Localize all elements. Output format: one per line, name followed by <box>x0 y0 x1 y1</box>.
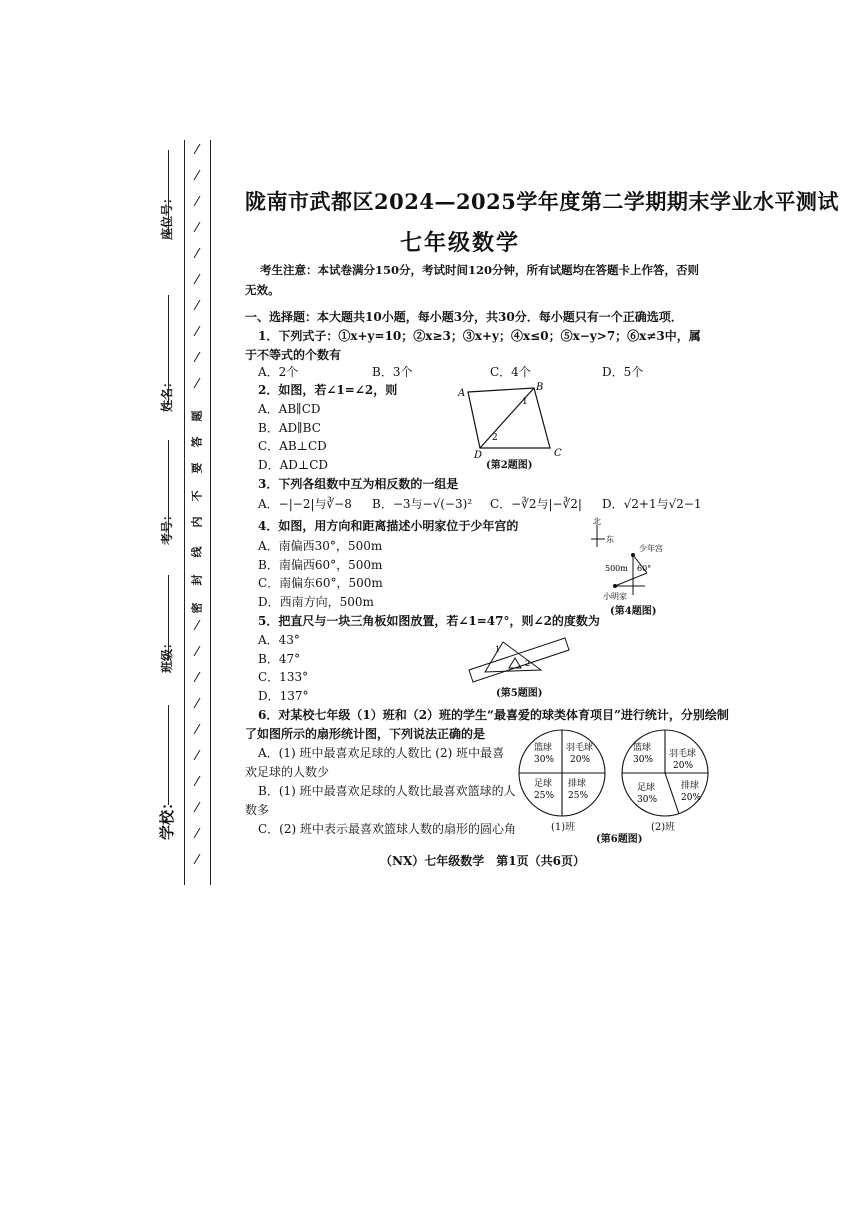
exam-subtitle: 七年级数学 <box>400 230 521 256</box>
name-blank <box>168 295 169 405</box>
page-footer: （NX）七年级数学 第1页（共6页） <box>380 854 585 868</box>
q3-option-a: A．−|−2|与∛−8 <box>258 497 352 511</box>
q1-option-d: D．5个 <box>602 365 644 379</box>
q6-pie-class2 <box>615 728 715 818</box>
seat-blank <box>168 150 169 235</box>
class-blank <box>168 575 169 660</box>
pie1-label: (1)班 <box>551 822 576 833</box>
pie1-slice4-pct: 25% <box>568 791 589 801</box>
pie2-slice1-pct: 30% <box>633 755 654 765</box>
pie2-slice4-name: 排球 <box>681 781 700 791</box>
seal-char-6: 要 <box>190 462 204 474</box>
exam-notice: 考生注意：本试卷满分150分，考试时间120分钟，所有试题均在答题卡上作答，否则 <box>260 263 700 277</box>
q6-option-c: C．(2) 班中表示最喜欢篮球人数的扇形的圆心角 <box>258 822 516 836</box>
pie1-slice3-name: 足球 <box>534 779 553 789</box>
seat-label: 座位号： <box>160 191 174 240</box>
q4-caption: (第4题图) <box>610 606 657 617</box>
seal-char-8: 题 <box>190 410 204 422</box>
q2-angle-1: 1 <box>522 397 528 407</box>
school-label: 学校： <box>158 794 176 840</box>
pie1-slice1-name: 篮球 <box>534 743 553 753</box>
exam-number-label: 考号： <box>160 508 174 545</box>
q4-option-d: D．西南方向，500m <box>258 595 374 609</box>
q2-quadrilateral <box>468 388 550 448</box>
q1-stem-cont: 于不等式的个数有 <box>245 348 342 362</box>
seal-char-5: 不 <box>190 490 204 502</box>
q6-stem: 6．对某校七年级（1）班和（2）班的学生“最喜爱的球类体育项目”进行统计，分别绘制 <box>258 708 729 722</box>
q2-label-c: C <box>554 448 562 459</box>
q4-option-a: A．南偏西30°，500m <box>258 539 383 553</box>
q5-option-d: D．137° <box>258 689 309 703</box>
q4-label-distance: 500m <box>605 564 628 573</box>
q4-label-palace: 少年宫 <box>639 544 663 553</box>
q4-stem: 4．如图，用方向和距离描述小明家位于少年宫的 <box>258 519 519 533</box>
school-blank <box>168 705 169 805</box>
q6-option-a: A．(1) 班中最喜欢足球的人数比 (2) 班中最喜 <box>258 746 505 760</box>
q2-angle-2: 2 <box>492 433 498 443</box>
seal-char-2: 封 <box>190 574 204 586</box>
q4-option-c: C．南偏东60°，500m <box>258 576 383 590</box>
q3-option-b: B．−3与−√(−3)² <box>372 497 473 511</box>
q4-home-point <box>613 584 617 588</box>
exam-number-blank <box>168 440 169 535</box>
seal-char-7: 答 <box>190 436 204 448</box>
pie1-slice3-pct: 25% <box>534 791 555 801</box>
q2-option-a: A．AB∥CD <box>258 402 321 416</box>
q6-option-b: B．(1) 班中最喜欢足球的人数比最喜欢篮球的人 <box>258 784 516 798</box>
q5-figure <box>465 628 575 686</box>
q4-segment <box>615 573 647 586</box>
q5-caption: (第5题图) <box>496 688 543 699</box>
seal-char-3: 线 <box>190 546 204 558</box>
q5-option-a: A．43° <box>258 633 300 647</box>
pie2-slice3-pct: 30% <box>637 795 658 805</box>
q2-option-c: C．AB⊥CD <box>258 439 327 453</box>
q1-stem: 1．下列式子：①x+y=10；②x≥3；③x+y；④x≤0；⑤x−y>7；⑥x≠3中，属 <box>258 329 701 343</box>
exam-notice-cont: 无效。 <box>245 283 280 297</box>
q3-option-c: C．−∛2与|−∛2| <box>490 497 582 511</box>
class-label: 班级： <box>160 636 174 673</box>
q3-option-d: D．√2+1与√2−1 <box>602 497 702 511</box>
q4-option-b: B．南偏西60°，500m <box>258 558 383 572</box>
q4-label-north: 北 <box>593 517 601 526</box>
pie2-slice2-name: 羽毛球 <box>669 749 697 759</box>
pie2-label: (2)班 <box>651 822 676 833</box>
q2-label-b: B <box>536 382 544 393</box>
binding-line-inner <box>210 140 211 885</box>
q5-option-c: C．133° <box>258 670 309 684</box>
pie1-slice2-name: 羽毛球 <box>566 743 594 753</box>
pie2-slice1-name: 篮球 <box>633 743 652 753</box>
q5-stem: 5．把直尺与一块三角板如图放置，若∠1=47°，则∠2的度数为 <box>258 614 600 628</box>
name-label: 姓名： <box>160 375 174 412</box>
pie2-divider-bottom <box>665 773 679 814</box>
q3-stem: 3．下列各组数中互为相反数的一组是 <box>258 477 459 491</box>
binding-slashes <box>186 140 210 885</box>
seal-char-4: 内 <box>190 516 204 528</box>
q2-label-d: D <box>474 450 483 461</box>
q1-option-b: B．3个 <box>372 365 413 379</box>
q2-option-b: B．AD∥BC <box>258 421 321 435</box>
q4-figure <box>585 515 705 605</box>
q4-label-east: 东 <box>606 535 614 544</box>
q1-option-a: A．2个 <box>258 365 299 379</box>
q4-palace-point <box>631 553 635 557</box>
q6-pie-class1 <box>512 728 612 818</box>
q6-caption: (第6题图) <box>596 834 643 845</box>
pie1-slice4-name: 排球 <box>568 779 587 789</box>
q5-angle-1: 1 <box>495 645 501 654</box>
q6-option-a-cont: 欢足球的人数少 <box>245 765 330 779</box>
q6-stem-cont: 了如图所示的扇形统计图，下列说法正确的是 <box>245 727 486 741</box>
seal-char-1: 密 <box>190 602 204 614</box>
section-heading: 一、选择题：本大题共10小题，每小题3分，共30分．每小题只有一个正确选项． <box>245 310 683 324</box>
pie1-slice2-pct: 20% <box>570 755 591 765</box>
q1-option-c: C．4个 <box>490 365 531 379</box>
exam-title: 陇南市武都区2024—2025学年度第二学期期末学业水平测试 <box>245 189 839 214</box>
q5-angle-2: 2 <box>525 659 531 668</box>
pie1-slice1-pct: 30% <box>534 755 555 765</box>
q5-ruler <box>469 638 569 682</box>
q2-caption: (第2题图) <box>486 460 533 471</box>
q2-label-a: A <box>458 388 466 399</box>
q4-label-home: 小明家 <box>603 592 627 601</box>
q2-option-d: D．AD⊥CD <box>258 458 328 472</box>
q2-stem: 2．如图，若∠1=∠2，则 <box>258 383 398 397</box>
pie2-slice2-pct: 20% <box>673 761 694 771</box>
pie2-slice4-pct: 20% <box>681 793 702 803</box>
binding-line-outer <box>184 140 185 885</box>
pie2-slice3-name: 足球 <box>637 783 656 793</box>
q5-option-b: B．47° <box>258 652 301 666</box>
q4-label-angle: 60° <box>637 564 652 573</box>
q6-option-b-cont: 数多 <box>245 803 270 817</box>
